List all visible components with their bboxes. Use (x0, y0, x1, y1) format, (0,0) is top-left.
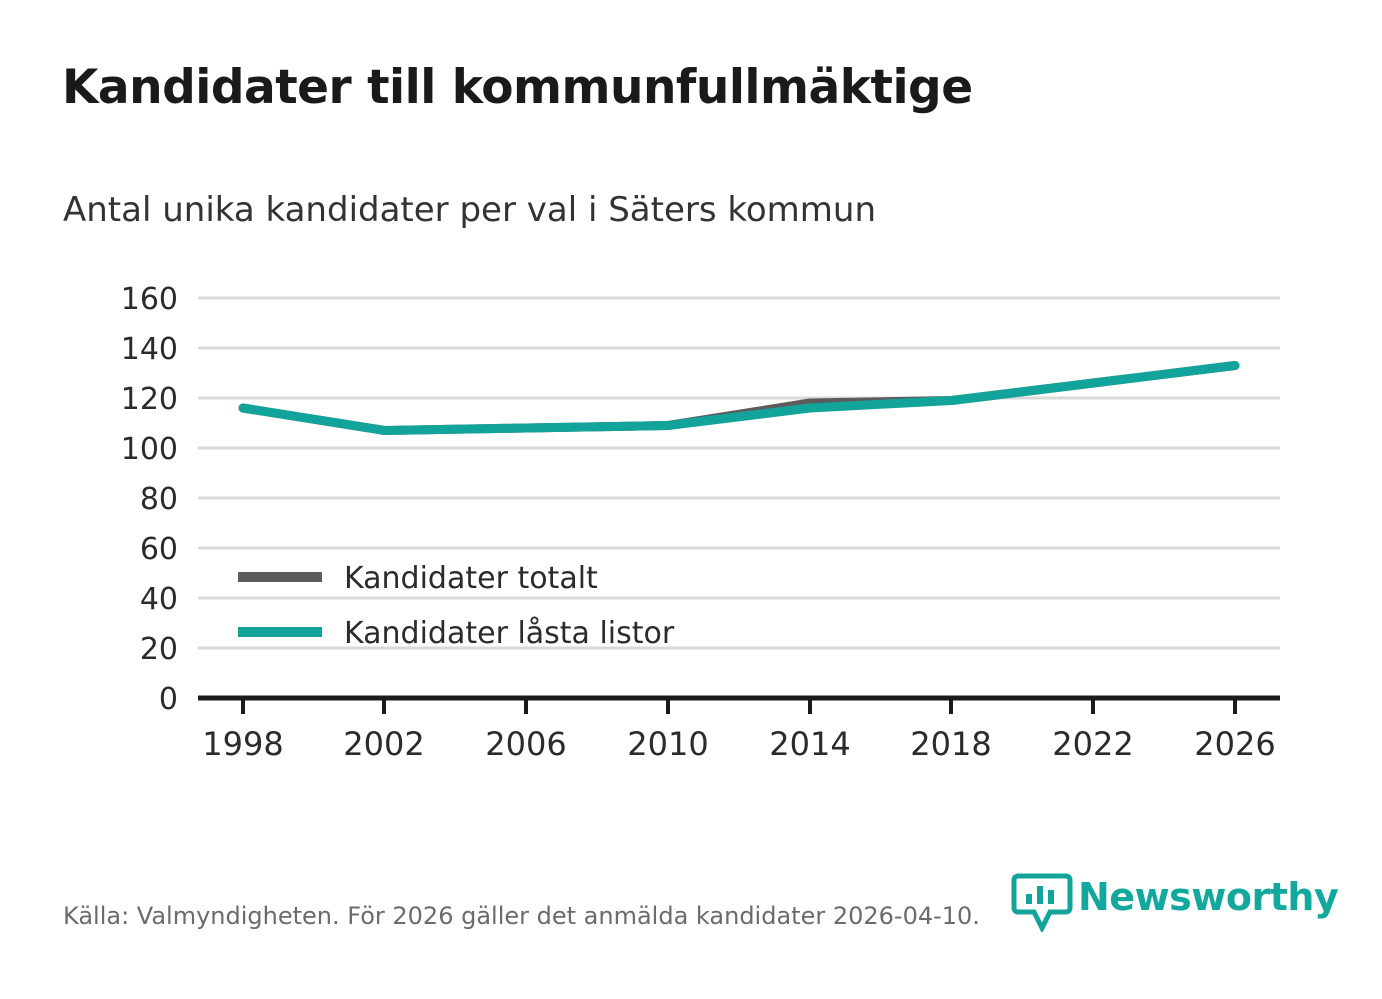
legend (238, 561, 675, 651)
x-tick-label: 2002 (343, 725, 425, 763)
page-title: Kandidater till kommunfullmäktige (62, 60, 973, 115)
x-tick-label: 2018 (910, 725, 992, 763)
y-tick-label: 100 (120, 432, 178, 467)
chart-container (0, 265, 1382, 785)
y-tick-label: 0 (158, 682, 178, 717)
source-note: Källa: Valmyndigheten. För 2026 gäller det anmälda kandidater 2026-04-10. (63, 902, 980, 930)
x-tick-label: 2026 (1194, 725, 1276, 763)
x-tick-label: 2022 (1052, 725, 1134, 763)
newsworthy-logo-icon (1010, 872, 1074, 932)
y-tick-label: 40 (139, 582, 178, 617)
y-tick-label: 60 (139, 532, 178, 567)
y-tick-label: 160 (120, 282, 178, 317)
line-chart (0, 265, 1382, 785)
y-tick-label: 120 (120, 382, 178, 417)
x-tick-label: 2006 (485, 725, 567, 763)
x-tick-label: 1998 (202, 725, 284, 763)
legend-label-total: Kandidater totalt (344, 561, 598, 596)
x-axis-ticks (202, 725, 1275, 763)
x-tick-label: 2010 (627, 725, 709, 763)
y-tick-label: 20 (139, 632, 178, 667)
x-tick-label: 2014 (769, 725, 851, 763)
newsworthy-logo (1010, 872, 1339, 934)
y-tick-label: 80 (139, 482, 178, 517)
y-tick-label: 140 (120, 332, 178, 367)
legend-label-locked: Kandidater låsta listor (344, 616, 675, 651)
logo-wordmark: Newsworthy (1078, 875, 1339, 919)
y-axis-ticks (121, 282, 178, 717)
page-subtitle: Antal unika kandidater per val i Säters kommun (63, 190, 876, 230)
